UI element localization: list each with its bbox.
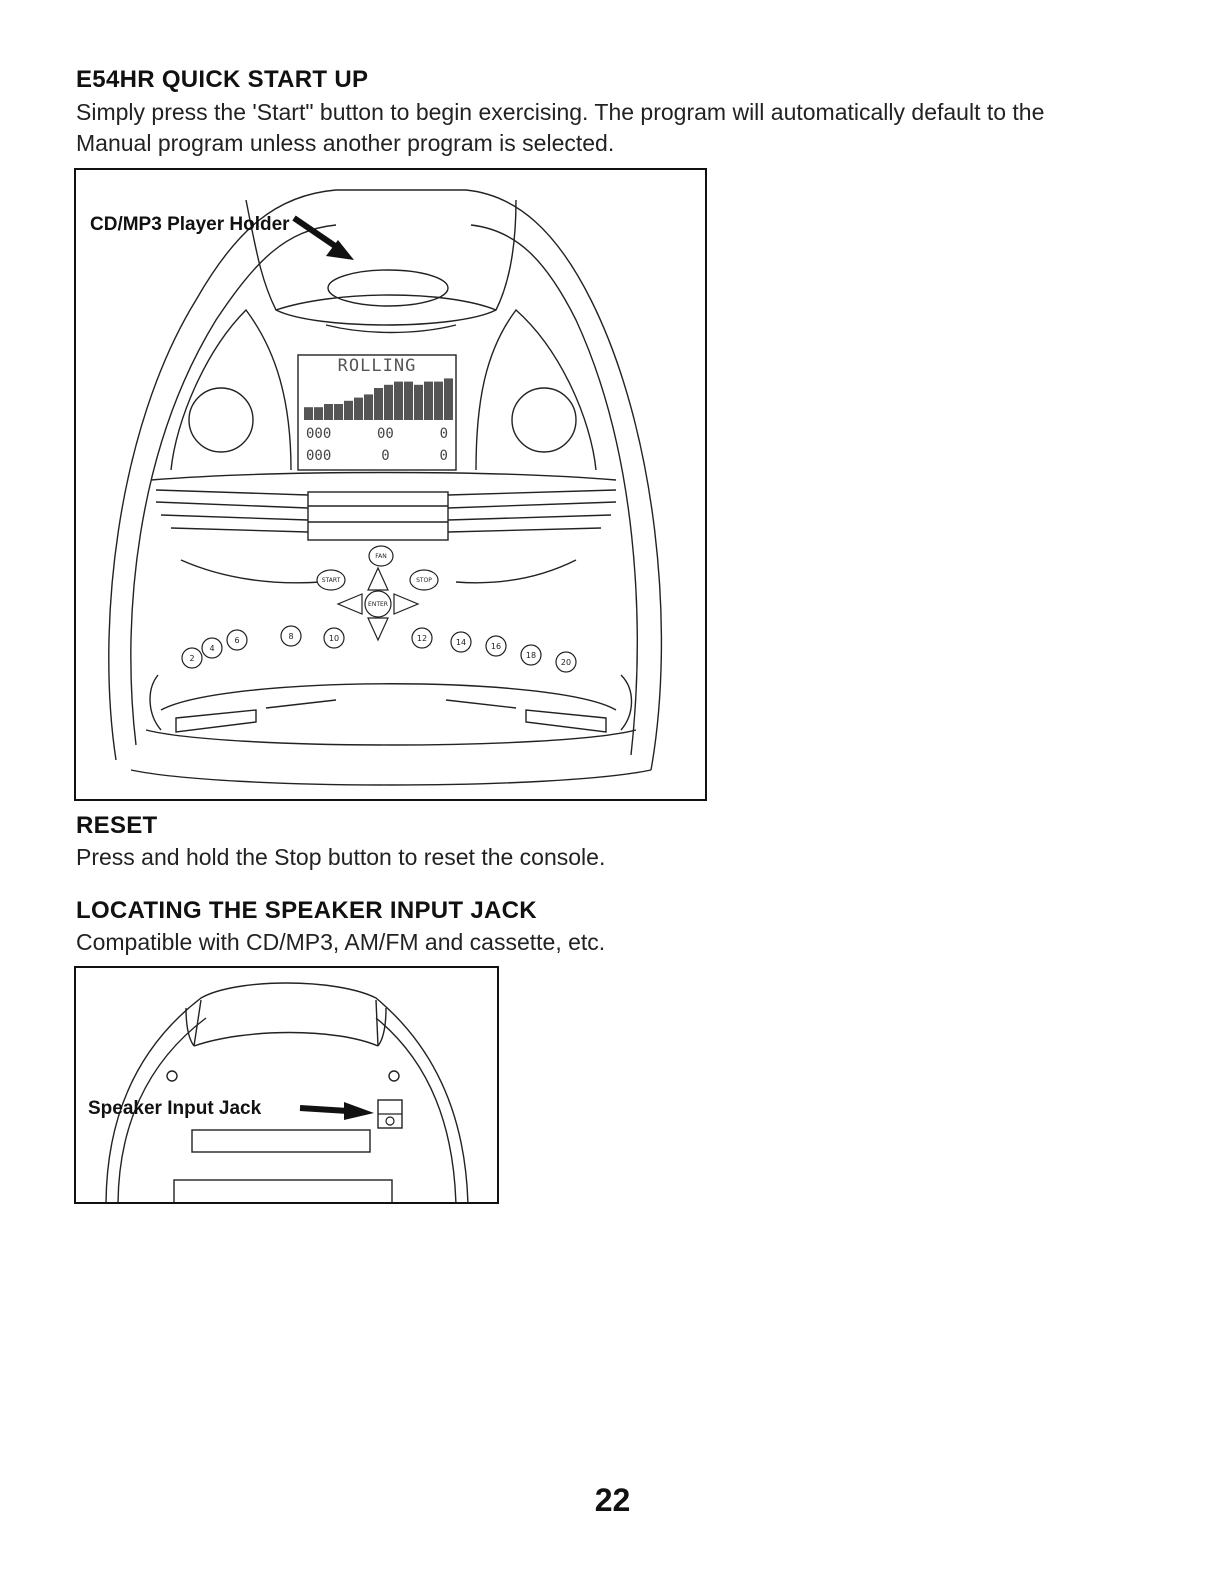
speaker-figure — [74, 966, 499, 1204]
lcd-profile-bar — [344, 401, 353, 420]
reset-body: Press and hold the Stop button to reset the console. — [76, 844, 606, 870]
quick-key-label: 16 — [490, 642, 502, 651]
lcd-value: 000 — [306, 426, 332, 442]
lcd-row-2 — [306, 448, 448, 464]
console-figure — [74, 168, 707, 801]
lcd-value: 0 — [439, 426, 448, 442]
lcd-profile-bar — [364, 394, 373, 420]
quick-key-label: 12 — [416, 634, 428, 643]
stop-label: STOP — [416, 577, 432, 584]
quick-key-label: 8 — [288, 632, 294, 641]
lcd-value: 0 — [381, 448, 390, 464]
lcd-message: ROLLING — [337, 356, 417, 376]
lcd-value: 0 — [439, 448, 448, 464]
lcd-profile-bar — [424, 382, 433, 420]
quick-key-label: 2 — [189, 654, 195, 663]
lcd-profile-bar — [304, 407, 313, 420]
right-arrow-button[interactable] — [394, 594, 418, 614]
quick-key-label: 6 — [234, 636, 240, 645]
speaker-drawing — [76, 968, 499, 1204]
lcd-profile-bar — [334, 404, 343, 420]
quick-key-label: 20 — [560, 658, 572, 667]
quick-start-body-line1: Simply press the 'Start" button to begin exercising. The program will automatically default to the — [76, 99, 1045, 125]
speaker-jack[interactable] — [378, 1100, 402, 1128]
down-arrow-button[interactable] — [368, 618, 388, 640]
fan-label: FAN — [375, 553, 387, 560]
speaker-jack-body: Compatible with CD/MP3, AM/FM and cassette, etc. — [76, 929, 606, 955]
cd-mp3-holder-callout: CD/MP3 Player Holder — [90, 214, 290, 235]
enter-label: ENTER — [368, 601, 388, 608]
lcd-value: 000 — [306, 448, 332, 464]
left-arrow-button[interactable] — [338, 594, 362, 614]
reset-heading: RESET — [76, 812, 158, 839]
lcd-profile-bar — [394, 382, 403, 420]
start-label: START — [321, 577, 341, 584]
arrow-right-icon — [300, 1102, 374, 1120]
lcd-profile-bar — [354, 398, 363, 420]
callout-arrow — [294, 218, 354, 260]
quick-key-label: 18 — [525, 651, 537, 660]
lcd-profile-bar — [404, 382, 413, 420]
lcd-profile-bar — [444, 378, 453, 420]
lcd-profile-bar — [374, 388, 383, 420]
up-arrow-button[interactable] — [368, 568, 388, 590]
lcd-profile-bar — [324, 404, 333, 420]
quick-start-body-line2: Manual program unless another program is selected. — [76, 130, 615, 156]
lcd-row-1 — [306, 426, 448, 442]
lcd-profile-bar — [414, 385, 423, 420]
quick-start-heading: E54HR QUICK START UP — [76, 66, 369, 93]
page-number: 22 — [594, 1482, 631, 1518]
quick-key-label: 14 — [455, 638, 467, 647]
lcd-profile-bar — [314, 407, 323, 420]
console-drawing — [76, 170, 707, 801]
quick-key-label: 10 — [328, 634, 340, 643]
speaker-jack-callout: Speaker Input Jack — [88, 1098, 262, 1119]
quick-key-label: 4 — [209, 644, 215, 653]
lcd-value: 00 — [377, 426, 394, 442]
speaker-jack-heading: LOCATING THE SPEAKER INPUT JACK — [76, 897, 537, 924]
lcd-profile-bar — [384, 385, 393, 420]
lcd-profile-bar — [434, 382, 443, 420]
